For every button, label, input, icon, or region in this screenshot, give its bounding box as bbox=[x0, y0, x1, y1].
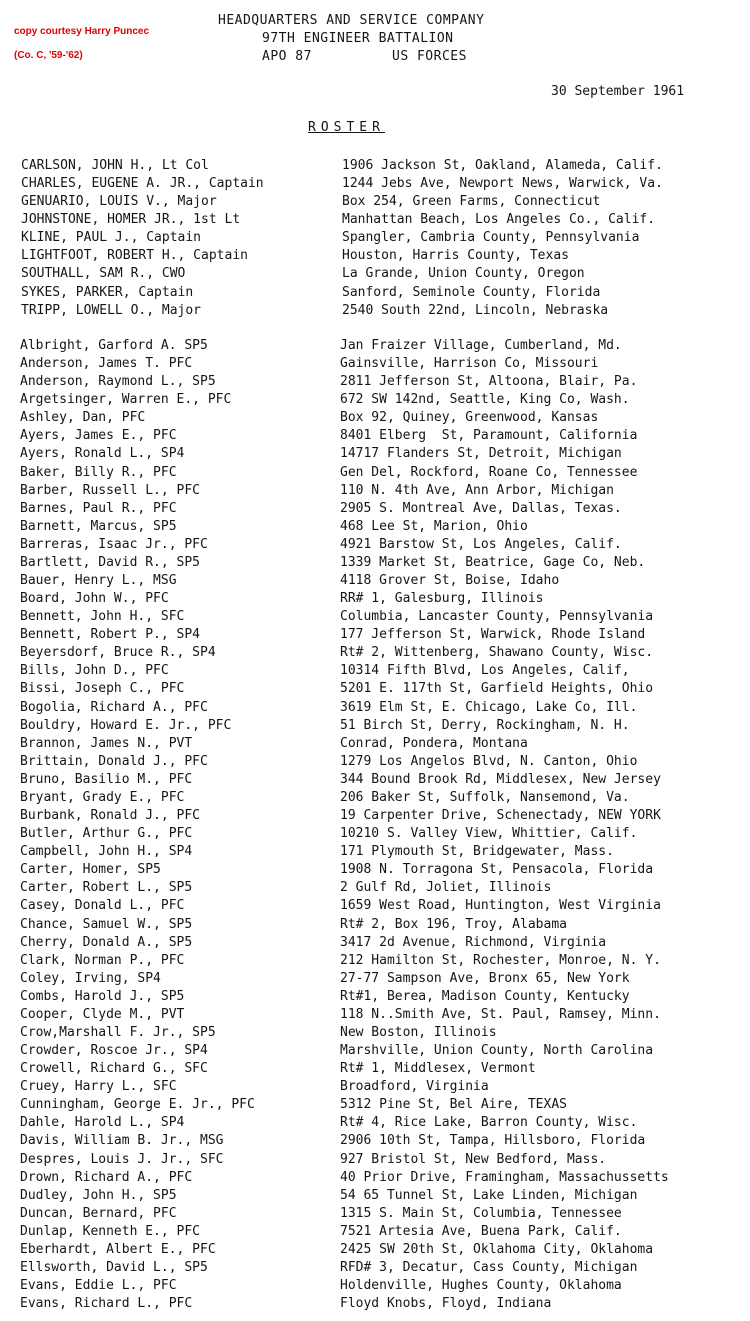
enlisted-name: Bartlett, David R., SP5 bbox=[20, 554, 201, 570]
enlisted-address: 177 Jefferson St, Warwick, Rhode Island bbox=[340, 627, 646, 643]
enlisted-address: 10210 S. Valley View, Whittier, Calif. bbox=[340, 826, 638, 842]
officer-address: 1244 Jebs Ave, Newport News, Warwick, Va. bbox=[342, 176, 663, 192]
enlisted-address: 171 Plymouth St, Bridgewater, Mass. bbox=[340, 844, 614, 860]
enlisted-address: Floyd Knobs, Floyd, Indiana bbox=[340, 1296, 552, 1312]
enlisted-name: Crowder, Roscoe Jr., SP4 bbox=[20, 1043, 208, 1059]
enlisted-address: Rt# 2, Box 196, Troy, Alabama bbox=[340, 916, 567, 932]
enlisted-name: Dahle, Harold L., SP4 bbox=[20, 1115, 185, 1131]
enlisted-name: Dunlap, Kenneth E., PFC bbox=[20, 1223, 201, 1239]
enlisted-address: 672 SW 142nd, Seattle, King Co, Wash. bbox=[340, 392, 630, 408]
header-apo: APO 87 bbox=[262, 49, 312, 64]
officer-name: SYKES, PARKER, Captain bbox=[21, 284, 194, 300]
document-date: 30 September 1961 bbox=[551, 84, 685, 99]
officer-name: LIGHTFOOT, ROBERT H., Captain bbox=[21, 248, 248, 264]
enlisted-name: Anderson, Raymond L., SP5 bbox=[20, 374, 216, 390]
courtesy-years: (Co. C, '59-'62) bbox=[14, 50, 83, 61]
officer-address: La Grande, Union County, Oregon bbox=[342, 266, 585, 282]
header-company: HEADQUARTERS AND SERVICE COMPANY bbox=[218, 13, 485, 28]
officer-name: KLINE, PAUL J., Captain bbox=[21, 230, 202, 246]
enlisted-name: Crowell, Richard G., SFC bbox=[20, 1061, 208, 1077]
enlisted-name: Brittain, Donald J., PFC bbox=[20, 753, 208, 769]
enlisted-name: Carter, Homer, SP5 bbox=[20, 862, 161, 878]
enlisted-address: 212 Hamilton St, Rochester, Monroe, N. Y. bbox=[340, 952, 661, 968]
enlisted-address: RFD# 3, Decatur, Cass County, Michigan bbox=[340, 1259, 638, 1275]
enlisted-name: Carter, Robert L., SP5 bbox=[20, 880, 193, 896]
enlisted-name: Barnes, Paul R., PFC bbox=[20, 500, 177, 516]
enlisted-address: 206 Baker St, Suffolk, Nansemond, Va. bbox=[340, 789, 630, 805]
enlisted-address: Broadford, Virginia bbox=[340, 1079, 489, 1095]
enlisted-name: Duncan, Bernard, PFC bbox=[20, 1205, 177, 1221]
enlisted-address: 3417 2d Avenue, Richmond, Virginia bbox=[340, 934, 607, 950]
enlisted-name: Chance, Samuel W., SP5 bbox=[20, 916, 193, 932]
enlisted-name: Ashley, Dan, PFC bbox=[20, 410, 146, 426]
enlisted-address: 4118 Grover St, Boise, Idaho bbox=[340, 573, 560, 589]
enlisted-address: 10314 Fifth Blvd, Los Angeles, Calif, bbox=[340, 663, 630, 679]
officer-address: 1906 Jackson St, Oakland, Alameda, Calif. bbox=[342, 158, 663, 173]
enlisted-address: 2811 Jefferson St, Altoona, Blair, Pa. bbox=[340, 374, 638, 390]
enlisted-address: 1908 N. Torragona St, Pensacola, Florida bbox=[340, 862, 654, 878]
officer-name: CHARLES, EUGENE A. JR., Captain bbox=[21, 176, 264, 192]
enlisted-address: 54 65 Tunnel St, Lake Linden, Michigan bbox=[340, 1187, 638, 1203]
enlisted-name: Evans, Richard L., PFC bbox=[20, 1296, 193, 1312]
enlisted-name: Barber, Russell L., PFC bbox=[20, 482, 201, 498]
enlisted-address: 51 Birch St, Derry, Rockingham, N. H. bbox=[340, 717, 630, 733]
enlisted-address: 3619 Elm St, E. Chicago, Lake Co, Ill. bbox=[340, 699, 638, 715]
enlisted-address: 1659 West Road, Huntington, West Virginia bbox=[340, 898, 661, 914]
enlisted-name: Burbank, Ronald J., PFC bbox=[20, 808, 201, 824]
officer-name-list bbox=[21, 157, 264, 320]
enlisted-address: 2906 10th St, Tampa, Hillsboro, Florida bbox=[340, 1133, 646, 1149]
enlisted-name: Cunningham, George E. Jr., PFC bbox=[20, 1097, 255, 1113]
header-forces: US FORCES bbox=[392, 49, 467, 64]
courtesy-credit: copy courtesy Harry Puncec bbox=[14, 26, 150, 37]
enlisted-name: Butler, Arthur G., PFC bbox=[20, 826, 193, 842]
enlisted-address: 7521 Artesia Ave, Buena Park, Calif. bbox=[340, 1223, 622, 1239]
enlisted-name: Clark, Norman P., PFC bbox=[20, 952, 185, 968]
enlisted-name: Crow,Marshall F. Jr., SP5 bbox=[20, 1024, 216, 1040]
enlisted-address: 468 Lee St, Marion, Ohio bbox=[340, 518, 528, 534]
enlisted-name: Bennett, John H., SFC bbox=[20, 609, 185, 625]
enlisted-name: Ayers, James E., PFC bbox=[20, 428, 177, 444]
enlisted-name: Beyersdorf, Bruce R., SP4 bbox=[20, 645, 216, 661]
enlisted-name: Despres, Louis J. Jr., SFC bbox=[20, 1151, 224, 1167]
officer-address: Sanford, Seminole County, Florida bbox=[342, 284, 601, 300]
enlisted-address-list bbox=[340, 337, 669, 1313]
enlisted-name: Bauer, Henry L., MSG bbox=[20, 573, 177, 589]
enlisted-address: RR# 1, Galesburg, Illinois bbox=[340, 591, 544, 607]
enlisted-name: Bruno, Basilio M., PFC bbox=[20, 771, 193, 787]
enlisted-name: Dudley, John H., SP5 bbox=[20, 1187, 177, 1203]
enlisted-name: Eberhardt, Albert E., PFC bbox=[20, 1241, 216, 1257]
enlisted-address: 110 N. 4th Ave, Ann Arbor, Michigan bbox=[340, 482, 614, 498]
enlisted-name: Campbell, John H., SP4 bbox=[20, 844, 193, 860]
enlisted-address: Box 92, Quiney, Greenwood, Kansas bbox=[340, 410, 599, 426]
enlisted-address: 5201 E. 117th St, Garfield Heights, Ohio bbox=[340, 681, 654, 697]
officer-address: Manhattan Beach, Los Angeles Co., Calif. bbox=[342, 212, 656, 228]
roster-title: ROSTER bbox=[308, 120, 385, 135]
enlisted-name: Bryant, Grady E., PFC bbox=[20, 789, 185, 805]
enlisted-address: Rt# 1, Middlesex, Vermont bbox=[340, 1061, 536, 1077]
enlisted-address: 1339 Market St, Beatrice, Gage Co, Neb. bbox=[340, 554, 646, 570]
officer-address: Houston, Harris County, Texas bbox=[342, 248, 569, 264]
enlisted-address: 14717 Flanders St, Detroit, Michigan bbox=[340, 446, 622, 462]
enlisted-name: Ellsworth, David L., SP5 bbox=[20, 1259, 208, 1275]
enlisted-name: Casey, Donald L., PFC bbox=[20, 898, 185, 914]
header-battalion: 97TH ENGINEER BATTALION bbox=[262, 31, 454, 46]
enlisted-name: Combs, Harold J., SP5 bbox=[20, 988, 185, 1004]
officer-name: GENUARIO, LOUIS V., Major bbox=[21, 194, 217, 210]
officer-name: TRIPP, LOWELL O., Major bbox=[21, 302, 202, 318]
enlisted-address: Columbia, Lancaster County, Pennsylvania bbox=[340, 609, 654, 625]
officer-address: Box 254, Green Farms, Connecticut bbox=[342, 194, 601, 210]
enlisted-address: Marshville, Union County, North Carolina bbox=[340, 1043, 654, 1059]
enlisted-address: Rt#1, Berea, Madison County, Kentucky bbox=[340, 988, 630, 1004]
enlisted-address: 27-77 Sampson Ave, Bronx 65, New York bbox=[340, 970, 630, 986]
enlisted-name: Bennett, Robert P., SP4 bbox=[20, 627, 201, 643]
enlisted-name: Barnett, Marcus, SP5 bbox=[20, 518, 177, 534]
enlisted-address: Gainsville, Harrison Co, Missouri bbox=[340, 356, 599, 372]
enlisted-name: Cherry, Donald A., SP5 bbox=[20, 934, 193, 950]
enlisted-address: 2 Gulf Rd, Joliet, Illinois bbox=[340, 880, 552, 896]
enlisted-address: 1315 S. Main St, Columbia, Tennessee bbox=[340, 1205, 622, 1221]
enlisted-name: Bills, John D., PFC bbox=[20, 663, 169, 679]
enlisted-address: 1279 Los Angelos Blvd, N. Canton, Ohio bbox=[340, 753, 638, 769]
enlisted-name: Bogolia, Richard A., PFC bbox=[20, 699, 208, 715]
enlisted-address: 5312 Pine St, Bel Aire, TEXAS bbox=[340, 1097, 567, 1113]
enlisted-name: Albright, Garford A. SP5 bbox=[20, 338, 208, 353]
enlisted-name: Coley, Irving, SP4 bbox=[20, 970, 161, 986]
enlisted-address: 2425 SW 20th St, Oklahoma City, Oklahoma bbox=[340, 1241, 654, 1257]
enlisted-name: Argetsinger, Warren E., PFC bbox=[20, 392, 232, 408]
enlisted-address: Rt# 4, Rice Lake, Barron County, Wisc. bbox=[340, 1115, 638, 1131]
enlisted-address: New Boston, Illinois bbox=[340, 1024, 497, 1040]
enlisted-name: Davis, William B. Jr., MSG bbox=[20, 1133, 224, 1149]
enlisted-name: Anderson, James T. PFC bbox=[20, 356, 193, 372]
enlisted-address: Conrad, Pondera, Montana bbox=[340, 735, 528, 751]
enlisted-name: Barreras, Isaac Jr., PFC bbox=[20, 536, 208, 552]
enlisted-name: Brannon, James N., PVT bbox=[20, 735, 193, 751]
enlisted-address: 19 Carpenter Drive, Schenectady, NEW YORK bbox=[340, 808, 661, 824]
enlisted-name: Drown, Richard A., PFC bbox=[20, 1169, 193, 1185]
enlisted-address: 2905 S. Montreal Ave, Dallas, Texas. bbox=[340, 500, 622, 516]
enlisted-address: 927 Bristol St, New Bedford, Mass. bbox=[340, 1151, 607, 1167]
enlisted-name: Cooper, Clyde M., PVT bbox=[20, 1006, 185, 1022]
enlisted-address: Jan Fraizer Village, Cumberland, Md. bbox=[340, 338, 622, 353]
enlisted-name: Cruey, Harry L., SFC bbox=[20, 1079, 177, 1095]
enlisted-address: 118 N..Smith Ave, St. Paul, Ramsey, Minn. bbox=[340, 1006, 661, 1022]
enlisted-address: Holdenville, Hughes County, Oklahoma bbox=[340, 1278, 622, 1294]
officer-name: CARLSON, JOHN H., Lt Col bbox=[21, 158, 209, 173]
enlisted-name-list bbox=[20, 337, 255, 1313]
enlisted-address: 344 Bound Brook Rd, Middlesex, New Jersey bbox=[340, 771, 661, 787]
enlisted-name: Board, John W., PFC bbox=[20, 591, 169, 607]
officer-address-list bbox=[342, 157, 663, 320]
enlisted-name: Baker, Billy R., PFC bbox=[20, 464, 177, 480]
enlisted-name: Ayers, Ronald L., SP4 bbox=[20, 446, 185, 462]
enlisted-address: Gen Del, Rockford, Roane Co, Tennessee bbox=[340, 464, 638, 480]
enlisted-address: 4921 Barstow St, Los Angeles, Calif. bbox=[340, 536, 622, 552]
enlisted-name: Bouldry, Howard E. Jr., PFC bbox=[20, 717, 232, 733]
officer-name: SOUTHALL, SAM R., CWO bbox=[21, 266, 186, 282]
officer-address: 2540 South 22nd, Lincoln, Nebraska bbox=[342, 302, 609, 318]
enlisted-address: Rt# 2, Wittenberg, Shawano County, Wisc. bbox=[340, 645, 654, 661]
officer-address: Spangler, Cambria County, Pennsylvania bbox=[342, 230, 640, 246]
enlisted-address: 40 Prior Drive, Framingham, Massachussetts bbox=[340, 1169, 669, 1185]
officer-name: JOHNSTONE, HOMER JR., 1st Lt bbox=[21, 212, 241, 228]
enlisted-address: 8401 Elberg St, Paramount, California bbox=[340, 428, 638, 444]
enlisted-name: Evans, Eddie L., PFC bbox=[20, 1278, 177, 1294]
enlisted-name: Bissi, Joseph C., PFC bbox=[20, 681, 185, 697]
